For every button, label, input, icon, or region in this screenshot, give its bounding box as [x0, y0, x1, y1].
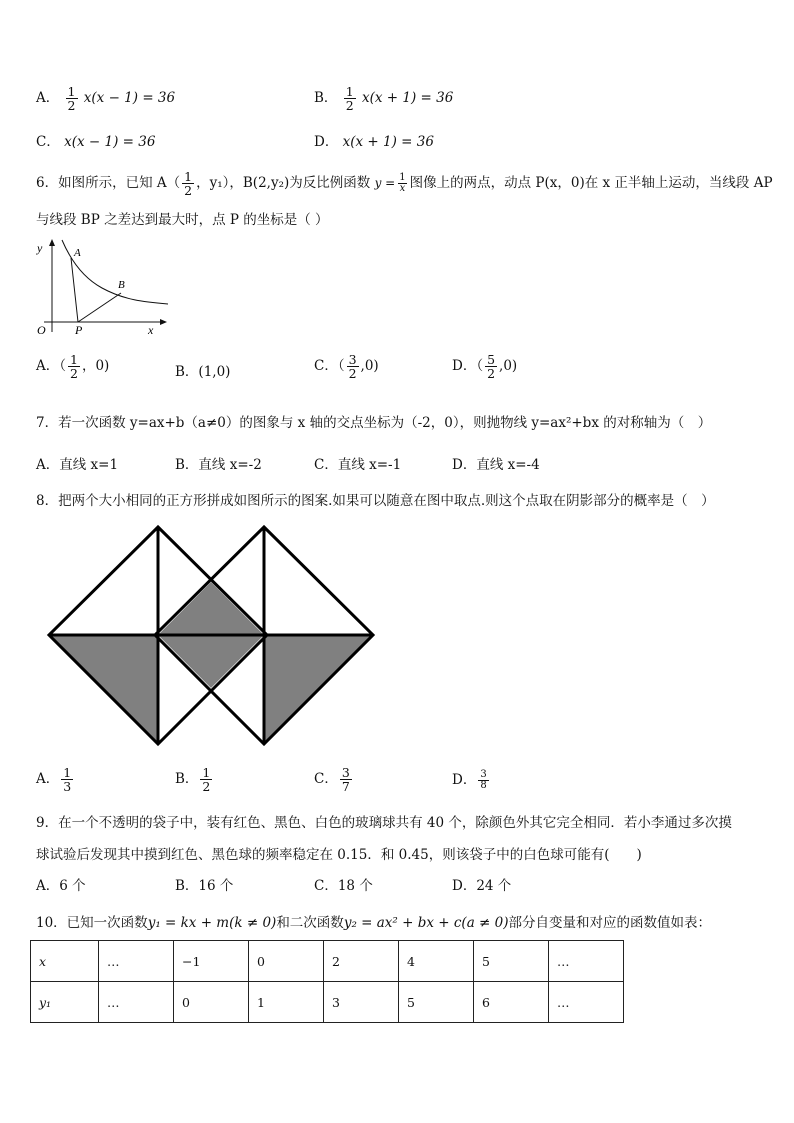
- y-axis-arrow: [49, 239, 55, 246]
- q9-option-b: B．16 个: [175, 878, 234, 894]
- fraction: $\frac{3}{7}$: [341, 765, 350, 794]
- table-cell: 3: [324, 982, 399, 1023]
- fraction: $\frac{1}{2}$: [67, 84, 76, 113]
- q9-option-a: A．6 个: [36, 878, 86, 894]
- q7-option-d: D．直线 x=-4: [452, 457, 540, 473]
- table-cell: 0: [249, 941, 324, 982]
- table-cell: …: [549, 941, 624, 982]
- q6-graph: [34, 236, 174, 340]
- table-cell: 6: [474, 982, 549, 1023]
- table-cell: 4: [399, 941, 474, 982]
- fraction: $\frac{1}{x}$: [399, 172, 406, 194]
- q6-option-c: C．（ $\frac{3}{2}$ ,0): [314, 352, 379, 381]
- fraction: $\frac{3}{2}$: [348, 352, 357, 381]
- fraction: $\frac{1}{2}$: [202, 765, 211, 794]
- q7-option-c: C．直线 x=-1: [314, 457, 402, 473]
- table-cell: …: [99, 982, 174, 1023]
- q8-option-d: D． $\frac{3}{8}$: [452, 769, 487, 791]
- fraction: $\frac{1}{2}$: [184, 169, 193, 198]
- q7-option-b: B．直线 x=-2: [175, 457, 262, 473]
- segment-BP: [78, 293, 121, 322]
- q5-option-c: C． x(x − 1) = 36: [36, 134, 156, 150]
- q8-option-b: B． $\frac{1}{2}$: [175, 765, 211, 794]
- q8-option-c: C． $\frac{3}{7}$: [314, 765, 350, 794]
- label-B: B: [118, 279, 125, 291]
- fraction: $\frac{1}{3}$: [63, 765, 72, 794]
- table-row: [31, 982, 624, 1023]
- q6-option-b: B．(1,0): [175, 364, 231, 380]
- q9-option-c: C．18 个: [314, 878, 373, 894]
- table-cell: 5: [474, 941, 549, 982]
- q5-option-b: B． $\frac{1}{2}$ x(x + 1) = 36: [314, 84, 454, 113]
- segment-AP: [71, 258, 78, 322]
- table-row: [31, 941, 624, 982]
- table-cell: …: [99, 941, 174, 982]
- q7-stem: 7．若一次函数 y=ax+b（a≠0）的图象与 x 轴的交点坐标为（-2，0），则抛物线 y=ax²+bx 的对称轴为（ ）: [36, 415, 712, 431]
- q6-option-a: A．（ $\frac{1}{2}$ ，0): [36, 352, 110, 381]
- x-axis-arrow: [160, 319, 167, 325]
- q9-stem-line2: 球试验后发现其中摸到红色、黑色球的频率稳定在 0.15．和 0.45，则该袋子中的白色球可能有( ): [36, 847, 642, 863]
- q6-stem-line2: 与线段 BP 之差达到最大时，点 P 的坐标是（ ）: [36, 212, 329, 228]
- label-x: x: [148, 323, 154, 337]
- table-cell: x: [31, 941, 99, 982]
- q8-stem: 8．把两个大小相同的正方形拼成如图所示的图案.如果可以随意在图中取点.则这个点取在阴影部分的概率是（ ）: [36, 493, 715, 509]
- q5-option-a: A． $\frac{1}{2}$ x(x − 1) = 36: [36, 84, 176, 113]
- label-y: y: [37, 241, 43, 255]
- q8-figure: [40, 520, 385, 755]
- q9-option-d: D．24 个: [452, 878, 512, 894]
- fraction: $\frac{5}{2}$: [487, 352, 496, 381]
- fraction: $\frac{1}{2}$: [345, 84, 354, 113]
- table-cell: 0: [174, 982, 249, 1023]
- q10-value-table: [30, 940, 624, 1023]
- label-O: O: [37, 323, 46, 337]
- table-cell: …: [549, 982, 624, 1023]
- label-A: A: [74, 247, 81, 259]
- table-cell: 1: [249, 982, 324, 1023]
- q10-stem: 10．已知一次函数y₁ = kx + m(k ≠ 0)和二次函数y₂ = ax² + bx + c(a ≠ 0)部分自变量和对应的函数值如表：: [36, 915, 711, 931]
- fraction: $\frac{1}{2}$: [70, 352, 78, 381]
- table-cell: 5: [399, 982, 474, 1023]
- q6-option-d: D．（ $\frac{5}{2}$ ,0): [452, 352, 518, 381]
- q9-stem-line1: 9．在一个不透明的袋子中，装有红色、黑色、白色的玻璃球共有 40 个，除颜色外其它完全相同．若小李通过多次摸: [36, 815, 732, 831]
- q8-option-a: A． $\frac{1}{3}$: [36, 765, 72, 794]
- q7-option-a: A．直线 x=1: [36, 457, 119, 473]
- table-cell: 2: [324, 941, 399, 982]
- label-P: P: [75, 323, 83, 337]
- fraction: $\frac{3}{8}$: [480, 769, 487, 791]
- table-cell: y₁: [31, 982, 99, 1023]
- q5-option-d: D． x(x + 1) = 36: [314, 134, 434, 150]
- q6-stem-line1: 6．如图所示，已知 A（ $\frac{1}{2}$ ，y₁），B(2,y₂)为反比例函数 y = $\frac{1}{x}$ 图像上的两点，动点 P(x，0)在 x 正半轴上运动，当线段 AP: [36, 169, 773, 198]
- table-cell: −1: [174, 941, 249, 982]
